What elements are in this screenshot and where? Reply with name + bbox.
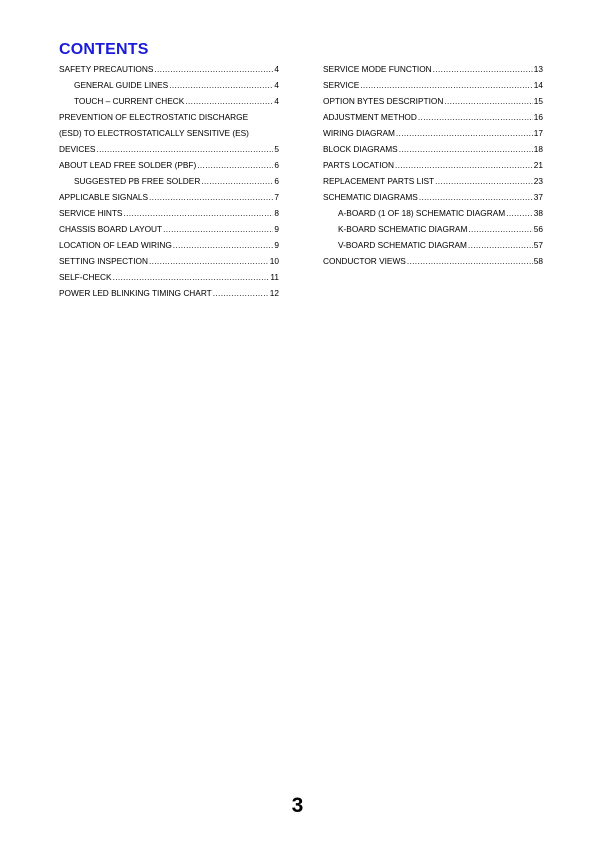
toc-dot-leader bbox=[468, 224, 532, 234]
toc-entry-option-bytes-description[interactable] bbox=[323, 90, 543, 106]
toc-entry-label: SCHEMATIC DIAGRAMS bbox=[323, 192, 418, 202]
toc-entry-page: 4 bbox=[274, 96, 279, 106]
toc-dot-leader bbox=[149, 192, 273, 202]
toc-entry-label: LOCATION OF LEAD WIRING bbox=[59, 240, 172, 250]
toc-dot-leader bbox=[149, 256, 269, 266]
toc-entry-page: 56 bbox=[533, 224, 543, 234]
toc-entry-safety-precautions[interactable] bbox=[59, 58, 279, 74]
toc-entry-wiring-diagram[interactable] bbox=[323, 122, 543, 138]
toc-entry-power-led-blinking-timing-chart[interactable] bbox=[59, 282, 279, 298]
toc-column-right bbox=[323, 58, 543, 266]
toc-entry-page: 5 bbox=[274, 144, 279, 154]
toc-entry-replacement-parts-list[interactable] bbox=[323, 170, 543, 186]
toc-entry-label: OPTION BYTES DESCRIPTION bbox=[323, 96, 444, 106]
toc-dot-leader bbox=[360, 80, 532, 90]
toc-entry-service-hints[interactable] bbox=[59, 202, 279, 218]
toc-entry-page: 17 bbox=[533, 128, 543, 138]
toc-entry-label: K-BOARD SCHEMATIC DIAGRAM bbox=[338, 224, 468, 234]
toc-dot-leader bbox=[444, 96, 532, 106]
toc-entry-page: 4 bbox=[274, 64, 279, 74]
toc-entry-label: PREVENTION OF ELECTROSTATIC DISCHARGE bbox=[59, 112, 249, 122]
toc-dot-leader bbox=[169, 80, 273, 90]
toc-entry-label: CONDUCTOR VIEWS bbox=[323, 256, 406, 266]
toc-entry-label: ADJUSTMENT METHOD bbox=[323, 112, 417, 122]
toc-entry-adjustment-method[interactable] bbox=[323, 106, 543, 122]
toc-dot-leader bbox=[201, 176, 273, 186]
toc-entry-label: SERVICE bbox=[323, 80, 360, 90]
contents-title: CONTENTS bbox=[59, 41, 149, 58]
toc-dot-leader bbox=[185, 96, 273, 106]
toc-dot-leader bbox=[399, 144, 533, 154]
toc-entry-schematic-diagrams[interactable] bbox=[323, 186, 543, 202]
toc-entry-parts-location[interactable] bbox=[323, 154, 543, 170]
toc-entry-page: 57 bbox=[533, 240, 543, 250]
toc-entry-k-board-schematic[interactable] bbox=[323, 218, 543, 234]
toc-dot-leader bbox=[213, 288, 269, 298]
page-number: 3 bbox=[291, 794, 304, 817]
toc-dot-leader bbox=[123, 208, 273, 218]
toc-entry-page: 9 bbox=[274, 240, 279, 250]
toc-entry-page: 6 bbox=[274, 176, 279, 186]
toc-entry-label: A-BOARD (1 OF 18) SCHEMATIC DIAGRAM bbox=[338, 208, 506, 218]
toc-entry-page: 38 bbox=[533, 208, 543, 218]
toc-entry-a-board-schematic[interactable] bbox=[323, 202, 543, 218]
toc-entry-label: SERVICE MODE FUNCTION bbox=[323, 64, 432, 74]
toc-entry-label: SERVICE HINTS bbox=[59, 208, 123, 218]
toc-entry-label: V-BOARD SCHEMATIC DIAGRAM bbox=[338, 240, 467, 250]
toc-dot-leader bbox=[468, 240, 533, 250]
toc-dot-leader bbox=[396, 128, 533, 138]
toc-dot-leader bbox=[113, 272, 270, 282]
toc-dot-leader bbox=[154, 64, 273, 74]
toc-entry-page: 37 bbox=[533, 192, 543, 202]
toc-column-left bbox=[59, 58, 279, 298]
toc-entry-page: 8 bbox=[274, 208, 279, 218]
toc-entry-page: 18 bbox=[533, 144, 543, 154]
toc-entry-general-guide-lines[interactable] bbox=[59, 74, 279, 90]
toc-entry-page: 6 bbox=[274, 160, 279, 170]
toc-entry-label: REPLACEMENT PARTS LIST bbox=[323, 176, 435, 186]
toc-dot-leader bbox=[407, 256, 533, 266]
toc-entry-label: SUGGESTED PB FREE SOLDER bbox=[74, 176, 201, 186]
toc-entry-page: 58 bbox=[533, 256, 543, 266]
toc-entry-label: SAFETY PRECAUTIONS bbox=[59, 64, 154, 74]
toc-entry-page: 12 bbox=[269, 288, 279, 298]
toc-entry-lead-free-solder[interactable] bbox=[59, 154, 279, 170]
toc-entry-page: 23 bbox=[533, 176, 543, 186]
toc-dot-leader bbox=[433, 64, 533, 74]
toc-entry-page: 15 bbox=[533, 96, 543, 106]
toc-entry-service[interactable] bbox=[323, 74, 543, 90]
toc-entry-location-of-lead-wiring[interactable] bbox=[59, 234, 279, 250]
toc-entry-page: 16 bbox=[533, 112, 543, 122]
toc-dot-leader bbox=[435, 176, 533, 186]
toc-entry-page: 9 bbox=[274, 224, 279, 234]
toc-entry-label: WIRING DIAGRAM bbox=[323, 128, 395, 138]
toc-entry-label: ABOUT LEAD FREE SOLDER (PBF) bbox=[59, 160, 197, 170]
toc-entry-label: CHASSIS BOARD LAYOUT bbox=[59, 224, 163, 234]
toc-entry-label: SELF-CHECK bbox=[59, 272, 112, 282]
toc-entry-label: SETTING INSPECTION bbox=[59, 256, 148, 266]
toc-entry-label: (ESD) TO ELECTROSTATICALLY SENSITIVE (ES) bbox=[59, 128, 249, 138]
toc-entry-page: 21 bbox=[533, 160, 543, 170]
toc-entry-esd-line-1[interactable] bbox=[59, 106, 279, 122]
toc-entry-page: 4 bbox=[274, 80, 279, 90]
toc-dot-leader bbox=[419, 192, 533, 202]
toc-entry-esd-line-2[interactable] bbox=[59, 122, 279, 138]
toc-dot-leader bbox=[173, 240, 274, 250]
toc-dot-leader bbox=[197, 160, 273, 170]
toc-dot-leader bbox=[418, 112, 533, 122]
toc-entry-label: PARTS LOCATION bbox=[323, 160, 394, 170]
toc-dot-leader bbox=[506, 208, 533, 218]
toc-entry-applicable-signals[interactable] bbox=[59, 186, 279, 202]
toc-entry-label: BLOCK DIAGRAMS bbox=[323, 144, 398, 154]
toc-entry-conductor-views[interactable] bbox=[323, 250, 543, 266]
toc-entry-label: DEVICES bbox=[59, 144, 96, 154]
toc-entry-page: 14 bbox=[533, 80, 543, 90]
toc-entry-page: 11 bbox=[270, 272, 279, 282]
toc-entry-label: APPLICABLE SIGNALS bbox=[59, 192, 149, 202]
toc-entry-service-mode-function[interactable] bbox=[323, 58, 543, 74]
toc-entry-label: POWER LED BLINKING TIMING CHART bbox=[59, 288, 212, 298]
toc-entry-chassis-board-layout[interactable] bbox=[59, 218, 279, 234]
toc-entry-block-diagrams[interactable] bbox=[323, 138, 543, 154]
toc-entry-self-check[interactable] bbox=[59, 266, 279, 282]
toc-entry-page: 13 bbox=[533, 64, 543, 74]
toc-entry-touch-current-check[interactable] bbox=[59, 90, 279, 106]
toc-entry-label: GENERAL GUIDE LINES bbox=[74, 80, 169, 90]
toc-dot-leader bbox=[163, 224, 273, 234]
toc-entry-page: 7 bbox=[274, 192, 279, 202]
toc-entry-page: 10 bbox=[269, 256, 279, 266]
toc-entry-label: TOUCH – CURRENT CHECK bbox=[74, 96, 185, 106]
toc-dot-leader bbox=[96, 144, 273, 154]
toc-entry-devices[interactable] bbox=[59, 138, 279, 154]
toc-entry-setting-inspection[interactable] bbox=[59, 250, 279, 266]
toc-dot-leader bbox=[395, 160, 533, 170]
toc-entry-suggested-pb-free-solder[interactable] bbox=[59, 170, 279, 186]
toc-entry-v-board-schematic[interactable] bbox=[323, 234, 543, 250]
